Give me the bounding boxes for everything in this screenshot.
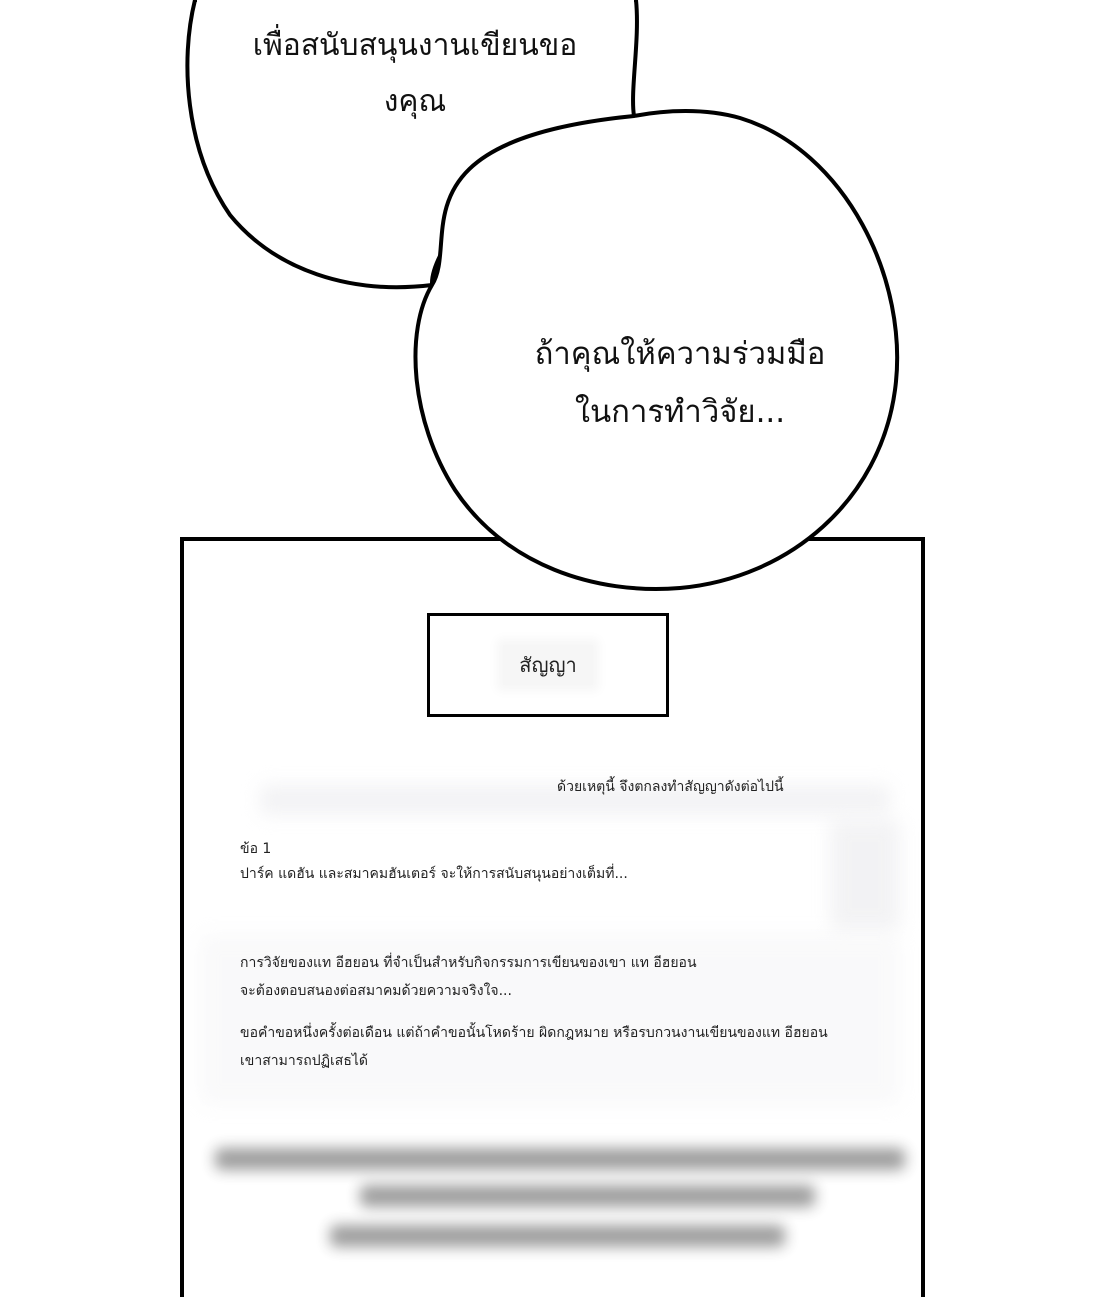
contract-intro: ด้วยเหตุนี้ จึงตกลงทำสัญญาดังต่อไปนี้ [557, 779, 784, 795]
paragraph-2-line-1: ขอคำขอหนึ่งครั้งต่อเดือน แต่ถ้าคำขอนั้นโหดร้าย ผิดกฎหมาย หรือรบกวนงานเขียนของแท อีฮยอน [240, 1025, 828, 1041]
paragraph-1-line-2: จะต้องตอบสนองต่อสมาคมด้วยความจริงใจ... [240, 983, 512, 999]
contract-title: สัญญา [503, 645, 593, 685]
clause-text: ปาร์ค แดฮัน และสมาคมฮันเตอร์ จะให้การสนับสนุนอย่างเต็มที่... [240, 866, 628, 882]
paragraph-1-line-1: การวิจัยของแท อีฮยอน ที่จำเป็นสำหรับกิจกรรมการเขียนของเขา แท อีฮยอน [240, 955, 697, 971]
speech-bubble-top-line-2: งคุณ [383, 84, 447, 119]
paragraph-2-line-2: เขาสามารถปฏิเสธได้ [240, 1053, 369, 1069]
clause-number: ข้อ 1 [240, 841, 272, 857]
speech-bubble-bottom [500, 325, 860, 441]
speech-bubble-top-line-1: เพื่อสนับสนุนงานเขียนขอ [252, 28, 578, 63]
speech-bubble-bottom-line-1: ถ้าคุณให้ความร่วมมือ [534, 336, 826, 372]
speech-bubble-bottom-line-2: ในการทำวิจัย... [574, 394, 786, 430]
